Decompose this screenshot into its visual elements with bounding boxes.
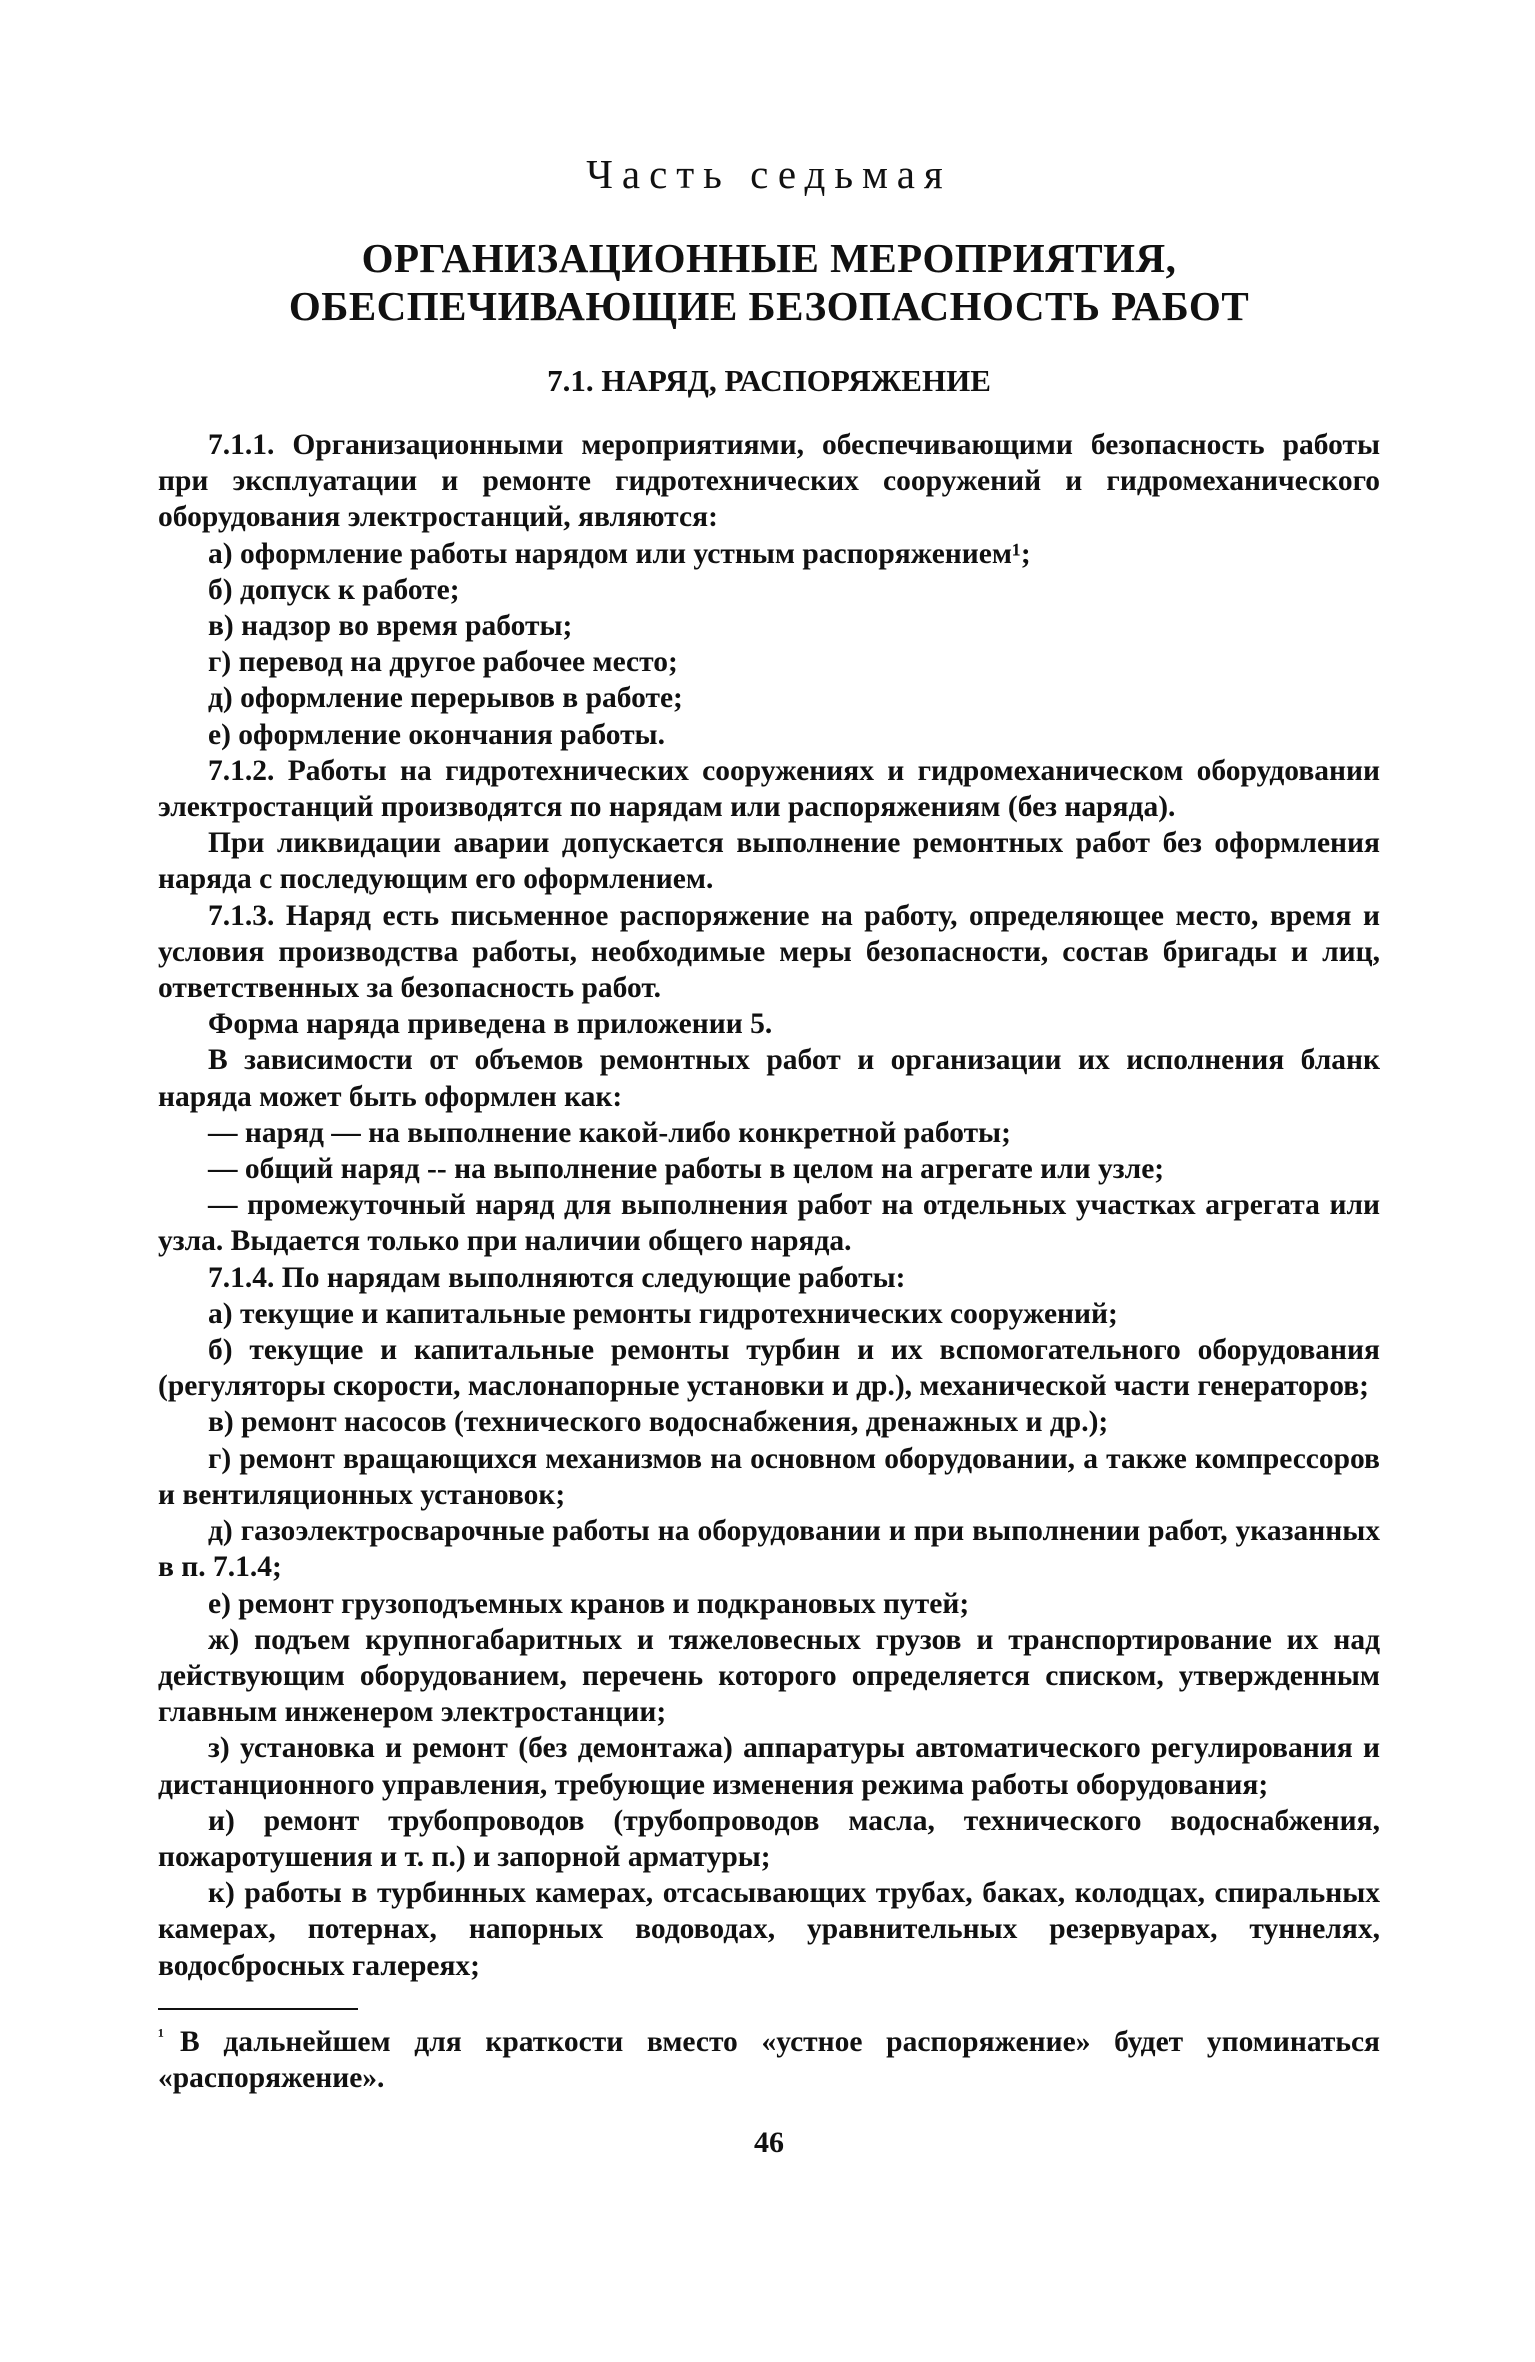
- page-number: 46: [754, 2126, 784, 2160]
- paragraph: В зависимости от объемов ремонтных работ и организации их исполнения бланк наряда может быть оформлен как:: [158, 1044, 1380, 1113]
- paragraph: 7.1.4. По нарядам выполняются следующие работы:: [208, 1261, 906, 1294]
- paragraph: д) оформление перерывов в работе;: [208, 682, 683, 715]
- footnote: [158, 2024, 1380, 2096]
- chapter-title-line-2: ОБЕСПЕЧИВАЮЩИЕ БЕЗОПАСНОСТЬ РАБОТ: [288, 283, 1250, 329]
- paragraph: — промежуточный наряд для выполнения работ на отдельных участках агрегата или узла. Выдается только при наличии общего наряда.: [158, 1189, 1380, 1258]
- paragraph: б) текущие и капитальные ремонты турбин и их вспомогательного оборудования (регуляторы скорости, маслонапорные установки и др.), механической части генераторов;: [158, 1334, 1380, 1403]
- paragraph: е) оформление окончания работы.: [208, 718, 665, 751]
- paragraph: ж) подъем крупногабаритных и тяжеловесных грузов и транспортирование их над действующим оборудованием, перечень которого определяется списком, утвержденным главным инженером электростанции;: [158, 1623, 1380, 1729]
- paragraph: 7.1.1. Организационными мероприятиями, обеспечивающими безопасность работы при эксплуатации и ремонте гидротехнических сооружений и гидромеханического оборудования электростанций, являются:: [158, 429, 1380, 534]
- paragraph: Форма наряда приведена в приложении 5.: [208, 1008, 773, 1041]
- paragraph: а) текущие и капитальные ремонты гидротехнических сооружений;: [208, 1297, 1118, 1330]
- footnote-text: В дальнейшем для краткости вместо «устное распоряжение» будет упоминаться «распоряжение».: [158, 2025, 1380, 2094]
- paragraph: в) ремонт насосов (технического водоснабжения, дренажных и др.);: [208, 1406, 1109, 1439]
- paragraph: г) ремонт вращающихся механизмов на основном оборудовании, а также компрессоров и вентиляционных установок;: [158, 1442, 1380, 1511]
- document-page: [158, 150, 1380, 2160]
- paragraph: г) перевод на другое рабочее место;: [208, 646, 678, 679]
- chapter-title: [158, 234, 1380, 330]
- paragraph: з) установка и ремонт (без демонтажа) аппаратуры автоматического регулирования и дистанционного управления, требующие изменения режима работы оборудования;: [158, 1732, 1380, 1801]
- paragraph: 7.1.3. Наряд есть письменное распоряжение на работу, определяющее место, время и условия производства работы, необходимые меры безопасности, состав бригады и лиц, ответственных за безопасность работ.: [158, 899, 1380, 1005]
- paragraph: б) допуск к работе;: [208, 573, 460, 606]
- paragraph: — общий наряд -- на выполнение работы в целом на агрегате или узле;: [208, 1153, 1165, 1186]
- paragraph: — наряд — на выполнение какой-либо конкретной работы;: [208, 1116, 1011, 1149]
- paragraph: 7.1.2. Работы на гидротехнических сооружениях и гидромеханическом оборудовании электростанций производятся по нарядам или распоряжениям (без наряда).: [158, 754, 1380, 824]
- footnote-divider: [158, 2008, 358, 2010]
- body-text: [158, 427, 1380, 1984]
- paragraph: к) работы в турбинных камерах, отсасывающих трубах, баках, колодцах, спиральных камерах, потернах, напорных водоводах, уравнительных резервуарах, туннелях, водосбросных галереях;: [158, 1877, 1380, 1982]
- paragraph: и) ремонт трубопроводов (трубопроводов масла, технического водоснабжения, пожаротушения и т. п.) и запорной арматуры;: [158, 1804, 1380, 1873]
- paragraph: д) газоэлектросварочные работы на оборудовании и при выполнении работ, указанных в п. 7.1.4;: [158, 1515, 1380, 1584]
- part-title: Часть седьмая: [586, 151, 952, 197]
- paragraph: е) ремонт грузоподъемных кранов и подкрановых путей;: [208, 1587, 970, 1620]
- paragraph: При ликвидации аварии допускается выполнение ремонтных работ без оформления наряда с последующим его оформлением.: [158, 827, 1380, 896]
- paragraph: а) оформление работы нарядом или устным распоряжением¹;: [208, 537, 1031, 570]
- chapter-title-line-1: ОРГАНИЗАЦИОННЫЕ МЕРОПРИЯТИЯ,: [361, 235, 1177, 281]
- footnote-mark: ¹: [158, 2024, 164, 2047]
- paragraph: в) надзор во время работы;: [208, 610, 573, 643]
- section-title: 7.1. НАРЯД, РАСПОРЯЖЕНИЕ: [547, 363, 991, 398]
